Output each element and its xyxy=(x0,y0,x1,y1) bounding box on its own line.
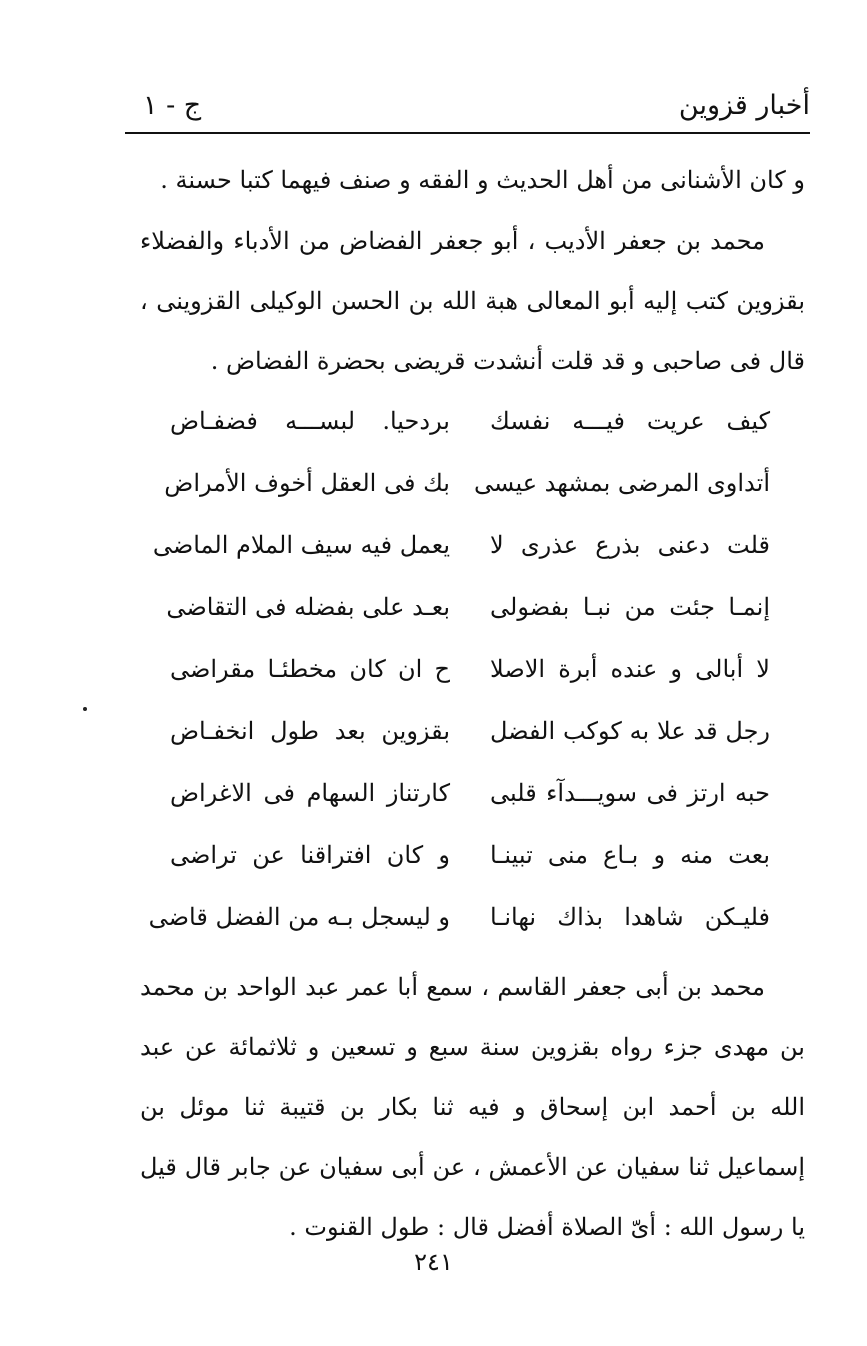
verse-first-hemistich: إنمـا جئت من نبـا بفضولى xyxy=(490,593,770,621)
verse-line xyxy=(170,390,770,452)
verse-second-hemistich: بردحيا. لبســـه فضفـاض xyxy=(170,407,450,435)
verse-line xyxy=(164,452,770,514)
verse-second-hemistich: بعـد على بفضله فى التقاضى xyxy=(166,593,450,621)
page-number: ٢٤١ xyxy=(414,1248,453,1276)
paragraph-2 xyxy=(140,211,805,391)
header-title: أخبار قزوين xyxy=(678,90,810,121)
verse-line xyxy=(166,576,770,638)
poem xyxy=(148,390,770,948)
verse-first-hemistich: لا أبالى و عنده أبرة الاصلا xyxy=(490,655,770,683)
header-rule xyxy=(125,132,810,134)
verse-line xyxy=(170,762,770,824)
verse-first-hemistich: فليـكن شاهدا بذاك نهانـا xyxy=(490,903,770,931)
verse-first-hemistich: حبه ارتز فى سويـــدآء قلبى xyxy=(490,779,770,807)
verse-first-hemistich: رجل قد علا به كوكب الفضل xyxy=(490,717,770,745)
paragraph-1: و كان الأشنانى من أهل الحديث و الفقه و صنف فيهما كتبا حسنة . xyxy=(160,166,805,194)
verse-line xyxy=(170,700,770,762)
verse-first-hemistich: قلت دعنى بذرع عذرى لا xyxy=(490,531,770,559)
verse-first-hemistich: بعت منه و بـاع منى تبينـا xyxy=(490,841,770,869)
verse-second-hemistich: ح ان كان مخطئـا مقراضى xyxy=(170,655,450,683)
verse-line xyxy=(148,886,770,948)
verse-line xyxy=(152,514,770,576)
verse-line xyxy=(170,824,770,886)
paragraph-3 xyxy=(140,957,805,1257)
verse-second-hemistich: و ليسجل بـه من الفضل قاضى xyxy=(148,903,450,931)
verse-line xyxy=(170,638,770,700)
scan-speck xyxy=(83,707,87,711)
running-header xyxy=(125,88,810,132)
verse-first-hemistich: كيف عريت فيـــه نفسك xyxy=(490,407,770,435)
verse-second-hemistich: يعمل فيه سيف الملام الماضى xyxy=(152,531,450,559)
paragraph-2-text: محمد بن جعفر الأديب ، أبو جعفر الفضاض من الأدباء والفضلاء بقزوين كتب إليه أبو المعالى هبة الله بن الحسن الوكيلى القزوينى ، قال فى صاحبى و قد قلت أنشدت قريضى بحضرة الفضاض . xyxy=(140,227,805,375)
verse-second-hemistich: كارتناز السهام فى الاغراض xyxy=(170,779,450,807)
header-volume: ج - ١ xyxy=(143,90,202,121)
verse-second-hemistich: و كان افتراقنا عن تراضى xyxy=(170,841,450,869)
paragraph-3-text: محمد بن أبى جعفر القاسم ، سمع أبا عمر عبد الواحد بن محمد بن مهدى جزء رواه بقزوين سنة سبع و تسعين و ثلاثمائة عن عبد الله بن أحمد ابن إسحاق و فيه ثنا بكار بن قتيبة ثنا موئل بن إسماعيل ثنا سفيان عن الأعمش ، عن أبى سفيان عن جابر قال قيل يا رسول الله : أىّ الصلاة أفضل قال : طول القنوت . xyxy=(140,973,805,1241)
verse-second-hemistich: بك فى العقل أخوف الأمراض xyxy=(164,469,450,497)
verse-first-hemistich: أتداوى المرضى بمشهد عيسى xyxy=(474,469,770,497)
verse-second-hemistich: بقزوين بعد طول انخفـاض xyxy=(170,717,450,745)
